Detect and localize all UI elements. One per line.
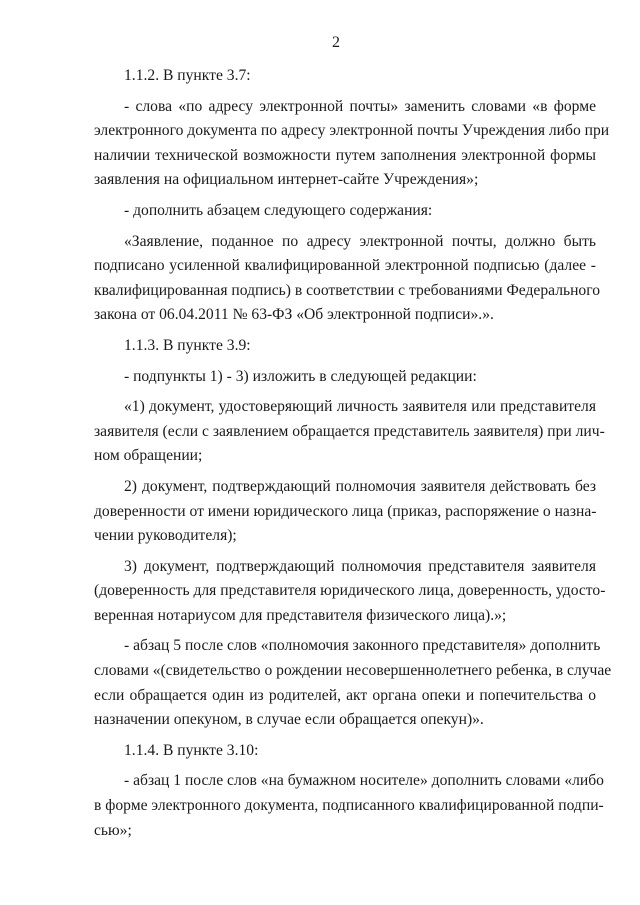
paragraph-line: если обращается один из родителей, акт органа опеки и попечительства о (94, 686, 596, 704)
paragraph-line: назначении опекуном, в случае если обращается опекун)». (94, 711, 484, 729)
document-body (94, 64, 612, 843)
paragraph-line: 1.1.4. В пункте 3.10: (124, 741, 259, 759)
paragraph (94, 475, 596, 549)
paragraph-line: 1.1.2. В пункте 3.7: (124, 67, 251, 84)
paragraph-line: - слова «по адресу электронной почты» заменить словами «в форме (124, 97, 596, 115)
paragraph (94, 334, 596, 359)
paragraph-line: 3) документ, подтверждающий полномочия представителя заявителя (124, 557, 596, 575)
paragraph-line: в форме электронного документа, подписанного квалифицированной подпи- (94, 797, 604, 815)
paragraph-line: - дополнить абзацем следующего содержания: (124, 201, 433, 219)
paragraph (94, 769, 604, 843)
paragraph-line: подписано усиленной квалифицированной электронной подписью (далее - (94, 257, 596, 275)
paragraph-line: «1) документ, удостоверяющий личность заявителя или представителя (124, 398, 596, 416)
paragraph-line: словами «(свидетельство о рождении несовершеннолетнего ребенка, в случае (94, 662, 612, 680)
paragraph (94, 230, 601, 328)
paragraph-line: «Заявление, поданное по адресу электронной почты, должно быть (124, 232, 596, 250)
paragraph-line: - подпункты 1) - 3) изложить в следующей редакции: (124, 367, 477, 385)
paragraph-line: квалифицированная подпись) в соответствии с требованиями Федерального (94, 281, 601, 299)
paragraph-line: доверенности от имени юридического лица (приказ, распоряжение о назна- (94, 502, 597, 520)
paragraph-line: 1.1.3. В пункте 3.9: (124, 336, 251, 354)
page-number: 2 (332, 34, 340, 51)
paragraph (94, 95, 610, 193)
paragraph-line: (доверенность для представителя юридического лица, доверенность, удосто- (94, 582, 606, 600)
paragraph (94, 739, 596, 764)
paragraph-line: веренная нотариусом для представителя физического лица).»; (94, 606, 507, 624)
paragraph-line: электронного документа по адресу электронной почты Учреждения либо при (94, 122, 610, 140)
paragraph-line: 2) документ, подтверждающий полномочия заявителя действовать без (124, 477, 596, 495)
paragraph-line: чении руководителя); (94, 527, 237, 545)
paragraph (94, 365, 596, 390)
paragraph-line: закона от 06.04.2011 № 63-ФЗ «Об электронной подписи».». (94, 306, 494, 324)
paragraph (94, 555, 606, 629)
paragraph-line: наличии технической возможности путем заполнения электронной формы (94, 146, 596, 164)
paragraph (94, 64, 596, 89)
paragraph-line: заявления на официальном интернет-сайте Учреждения»; (94, 171, 479, 189)
paragraph (94, 395, 605, 469)
paragraph (94, 634, 612, 732)
paragraph-line: - абзац 1 после слов «на бумажном носителе» дополнить словами «либо (124, 772, 604, 790)
paragraph-line: ном обращении; (94, 447, 203, 465)
paragraph (94, 199, 596, 224)
paragraph-line: сью»; (94, 821, 132, 839)
paragraph-line: - абзац 5 после слов «полномочия законного представителя» дополнить (124, 637, 601, 655)
paragraph-line: заявителя (если с заявлением обращается представитель заявителя) при лич- (94, 422, 605, 440)
